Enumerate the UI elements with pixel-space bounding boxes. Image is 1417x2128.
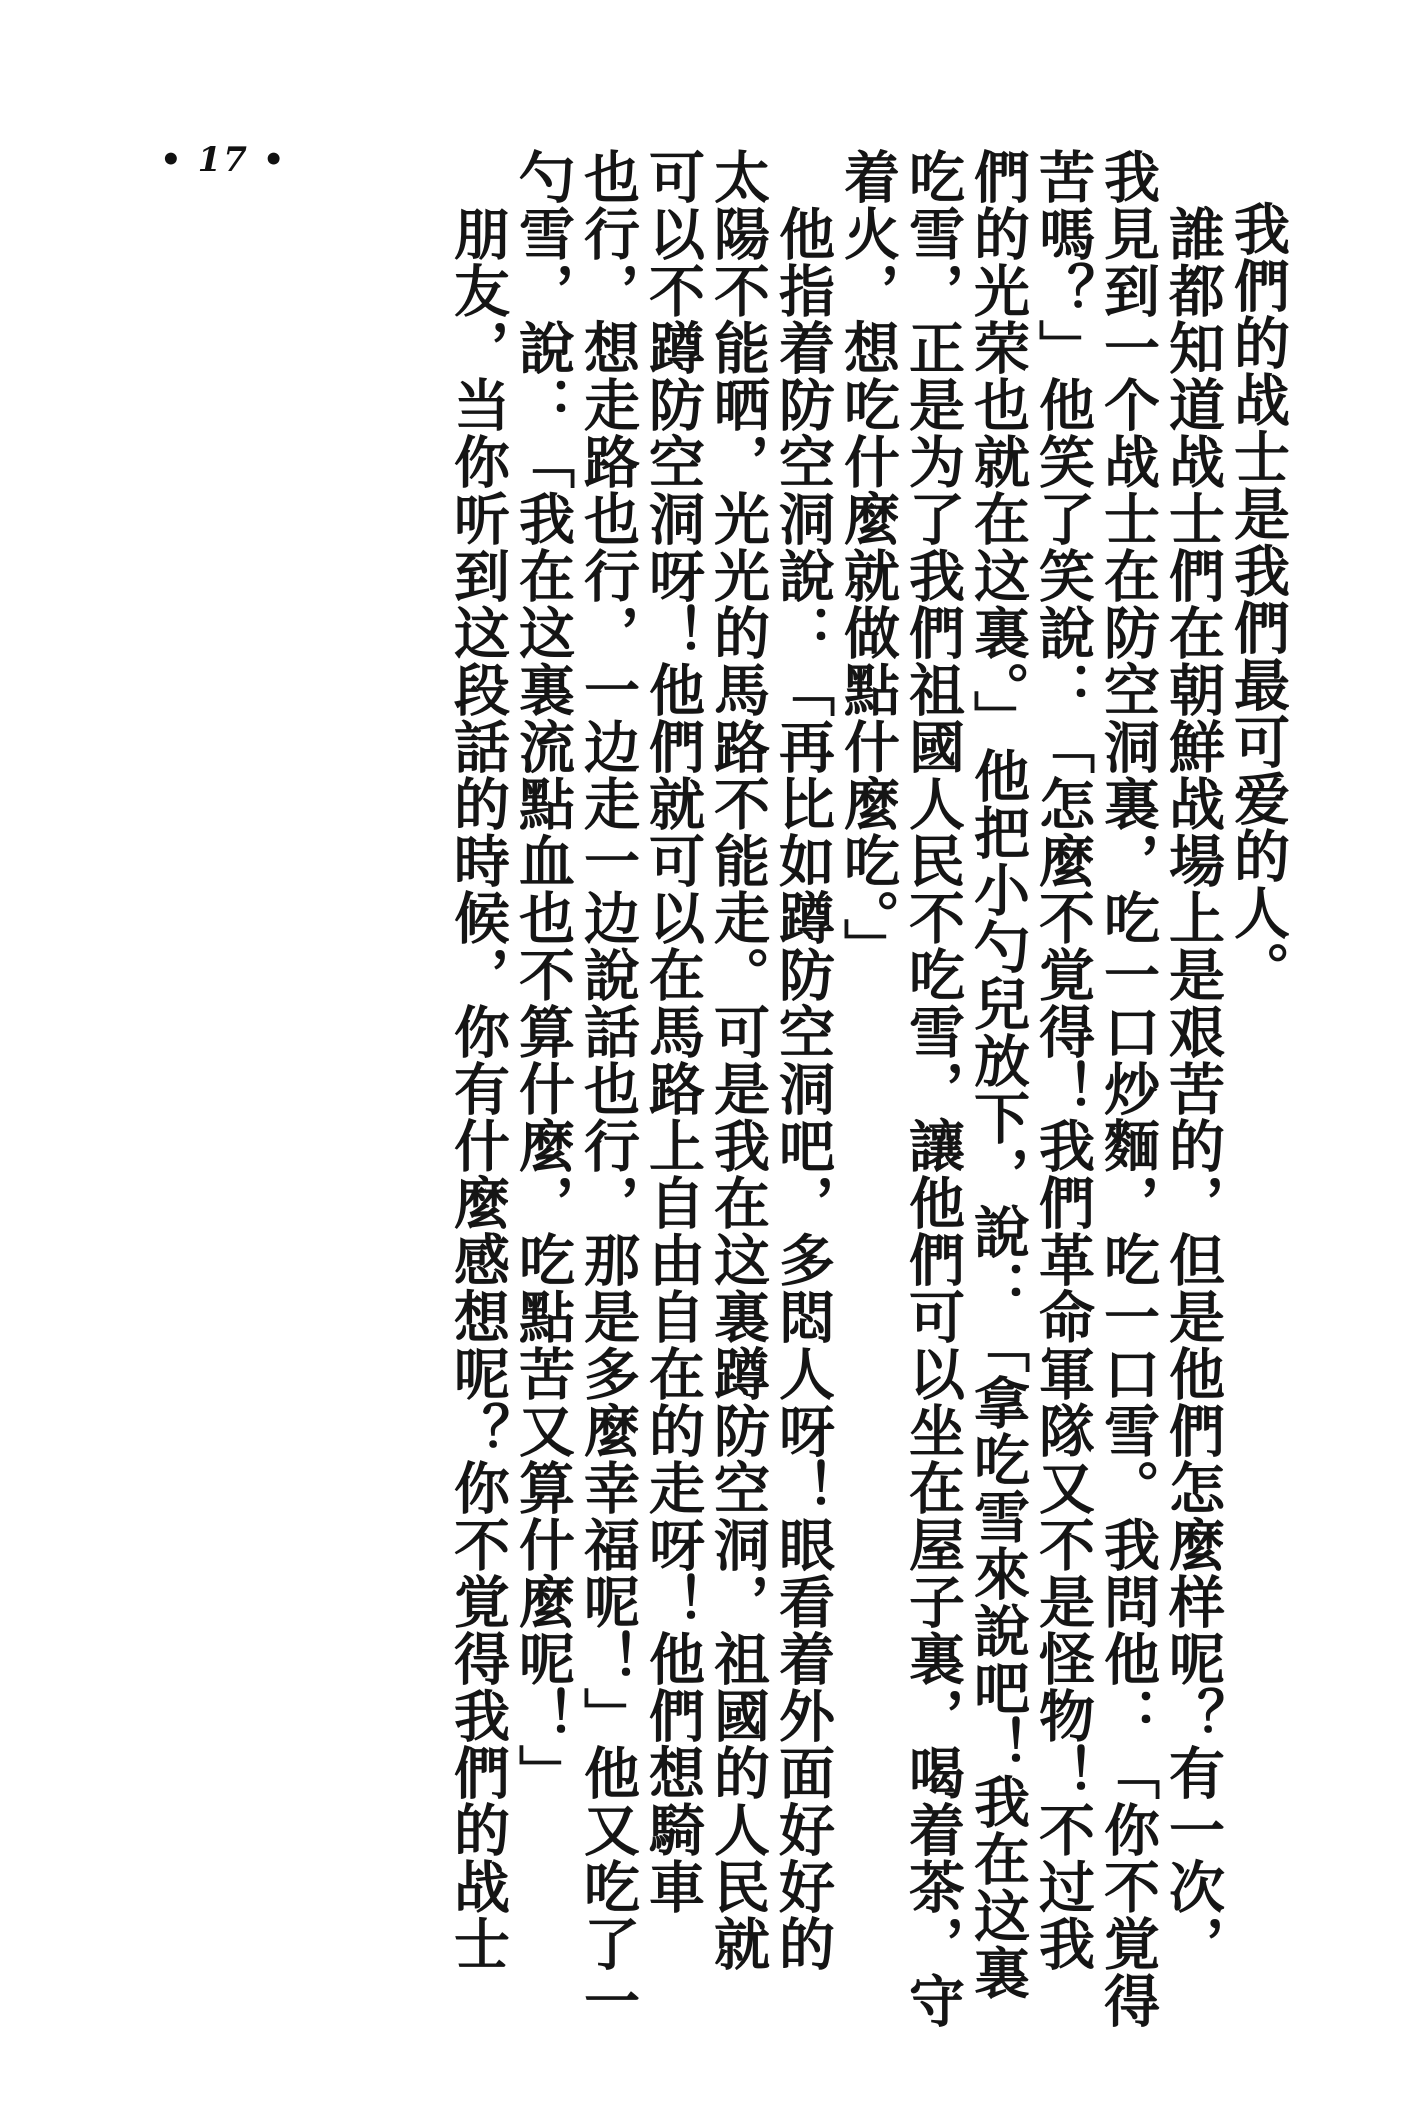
text-column: 我們的战士是我們最可爱的人。 <box>1225 200 1291 998</box>
text-column: 朋友，当你听到这段話的時候，你有什麼感想呢？你不覚得我們的战士 <box>445 148 511 1972</box>
text-column: 也行，想走路也行，一边走一边說話也行，那是多麼幸福呢！」他又吃了一 <box>575 148 641 2029</box>
text-column: 苦嗎？」他笑了笑說：「怎麼不覚得！我們革命軍隊又不是怪物！不过我 <box>1030 148 1096 1972</box>
text-column: 着火，想吃什麼就做點什麼吃。」 <box>835 148 901 975</box>
text-column: 可以不蹲防空洞呀！他們就可以在馬路上自由自在的走呀！他們想騎車 <box>640 148 706 1915</box>
text-column: 們的光荣也就在这裏。」他把小勺兒放下，說：「拿吃雪來說吧！我在这裏 <box>965 148 1031 2001</box>
text-column: 誰都知道战士們在朝鮮战場上是艰苦的，但是他們怎麼样呢？有一次， <box>1160 148 1226 1972</box>
text-column: 我見到一个战士在防空洞裏，吃一口炒麵，吃一口雪。我問他：「你不覚得 <box>1095 148 1161 2029</box>
text-column: 太陽不能晒，光光的馬路不能走。可是我在这裏蹲防空洞，祖國的人民就 <box>705 148 771 1972</box>
page-number: • 17 • <box>160 140 287 180</box>
text-column: 勺雪，說：「我在这裏流點血也不算什麼，吃點苦又算什麼呢！」 <box>510 148 576 1801</box>
text-column: 吃雪，正是为了我們祖國人民不吃雪，讓他們可以坐在屋子裏，喝着茶，守 <box>900 148 966 2029</box>
text-column: 他指着防空洞說：「再比如蹲防空洞吧，多悶人呀！眼看着外面好好的 <box>770 148 836 1972</box>
